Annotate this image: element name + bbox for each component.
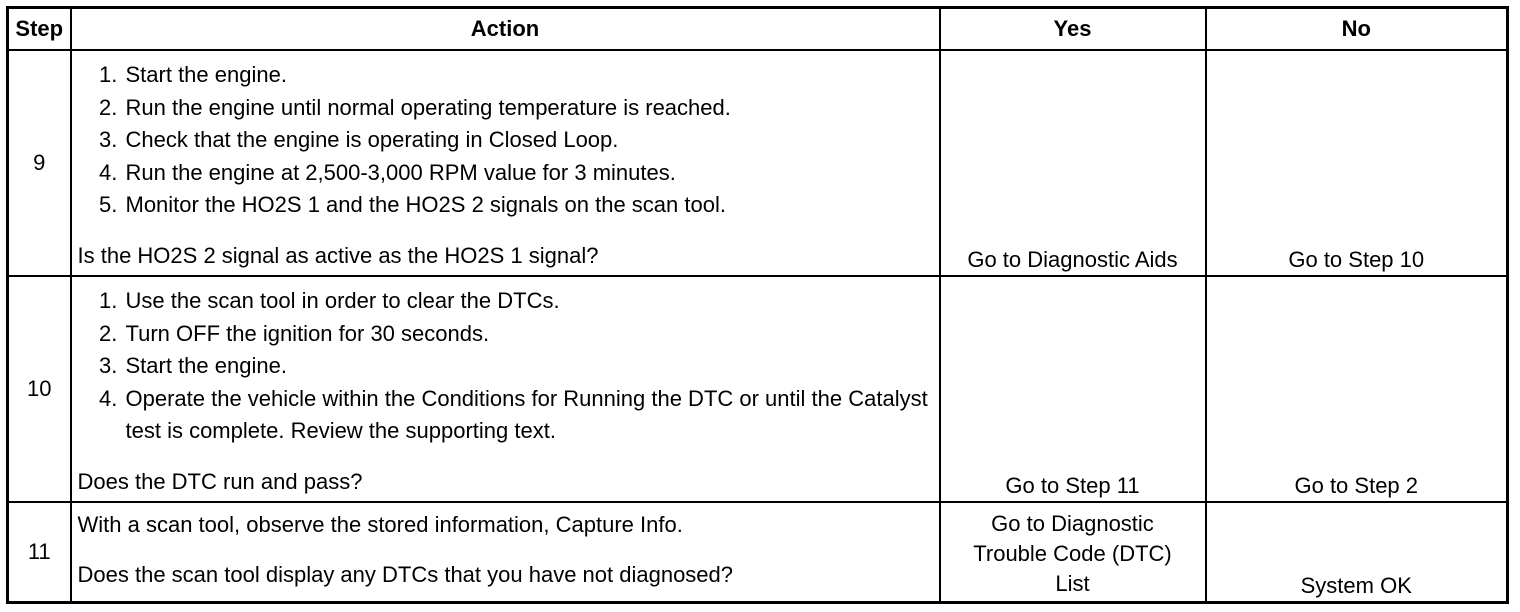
question-text: Does the scan tool display any DTCs that you have not diagnosed? bbox=[77, 562, 734, 587]
question-text: Is the HO2S 2 signal as active as the HO2S 1 signal? bbox=[77, 242, 599, 268]
list-item: 2. Run the engine until normal operating temperature is reached. bbox=[124, 92, 933, 125]
yes-result: Go to Diagnostic Aids bbox=[940, 50, 1206, 276]
step-list bbox=[78, 59, 933, 222]
list-item: 4. Operate the vehicle within the Conditions for Running the DTC or until the Catalyst test is complete. Review the supporting text. bbox=[124, 383, 933, 448]
list-item: 2. Turn OFF the ignition for 30 seconds. bbox=[124, 318, 933, 351]
table-row bbox=[8, 502, 1508, 602]
question-text: Does the DTC run and pass? bbox=[77, 468, 363, 494]
action-cell bbox=[71, 276, 940, 502]
no-result: Go to Step 2 bbox=[1206, 276, 1508, 502]
header-no: No bbox=[1206, 8, 1508, 51]
list-item: 1. Use the scan tool in order to clear the DTCs. bbox=[124, 285, 933, 318]
diagnostic-table bbox=[6, 6, 1509, 604]
list-item: 3. Check that the engine is operating in Closed Loop. bbox=[124, 124, 933, 157]
action-cell bbox=[71, 502, 940, 602]
list-item: 1. Start the engine. bbox=[124, 59, 933, 92]
step-number: 9 bbox=[8, 50, 71, 276]
instruction-text: With a scan tool, observe the stored information, Capture Info. bbox=[77, 512, 683, 537]
action-cell bbox=[71, 50, 940, 276]
list-item: 3. Start the engine. bbox=[124, 350, 933, 383]
yes-result: Go to Diagnostic Trouble Code (DTC) List bbox=[940, 502, 1206, 602]
no-result: Go to Step 10 bbox=[1206, 50, 1508, 276]
table-row bbox=[8, 276, 1508, 502]
header-step: Step bbox=[8, 8, 71, 51]
header-yes: Yes bbox=[940, 8, 1206, 51]
yes-result: Go to Step 11 bbox=[940, 276, 1206, 502]
list-item: 5. Monitor the HO2S 1 and the HO2S 2 signals on the scan tool. bbox=[124, 189, 933, 222]
header-action: Action bbox=[71, 8, 940, 51]
table-row bbox=[8, 50, 1508, 276]
list-item: 4. Run the engine at 2,500-3,000 RPM value for 3 minutes. bbox=[124, 157, 933, 190]
header-row bbox=[8, 8, 1508, 51]
step-number: 10 bbox=[8, 276, 71, 502]
step-number: 11 bbox=[8, 502, 71, 602]
step-list bbox=[78, 285, 933, 448]
no-result: System OK bbox=[1206, 502, 1508, 602]
